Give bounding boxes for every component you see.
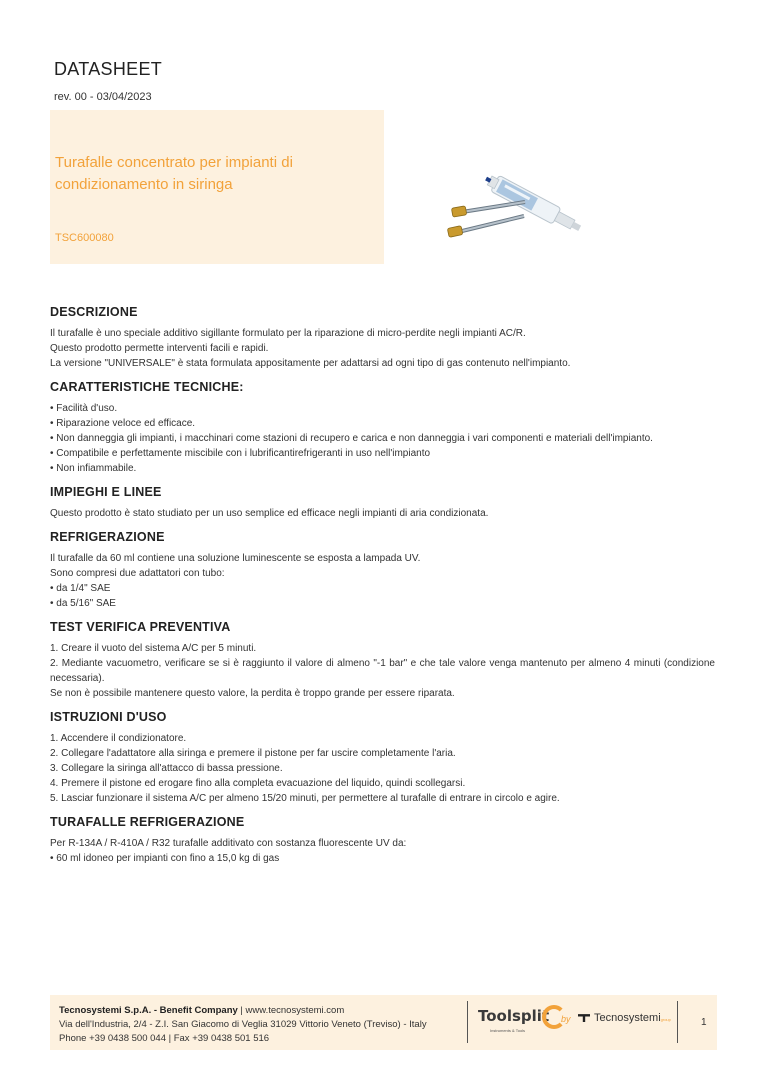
footer-website[interactable]: | www.tecnosystemi.com [237, 1005, 345, 1016]
bullet-item: • Compatibile e perfettamente miscibile con i lubrificantirefrigeranti in uso nell'impianto [50, 448, 431, 459]
bullet-item: • Non danneggia gli impianti, i macchinari come stazioni di recupero e carica e non danneggia i vari componenti e materiali dell'impianto. [50, 433, 653, 444]
datasheet-content [50, 305, 715, 875]
section-line: La versione "UNIVERSALE" è stata formulata appositamente per adattarsi ad ogni tipo di gas contenuto nell'impianto. [50, 358, 571, 369]
bullet-item: • 60 ml idoneo per impianti con fino a 15,0 kg di gas [50, 853, 280, 864]
step-item: 1. Accendere il condizionatore. [50, 733, 187, 744]
footer-divider [467, 1001, 468, 1043]
bullet-item: • da 5/16" SAE [50, 598, 116, 609]
bullet-item: • Riparazione veloce ed efficace. [50, 418, 196, 429]
step-item: 1. Creare il vuoto del sistema A/C per 5 minuti. [50, 643, 257, 654]
step-item: 4. Premere il pistone ed erogare fino alla completa evacuazione del liquido, quindi scollegarsi. [50, 778, 466, 789]
toolsplit-logo-text: Toolsplit [478, 1007, 550, 1025]
section-test-verifica [50, 620, 715, 701]
footer-company-info [59, 1004, 427, 1046]
section-title: TURAFALLE REFRIGERAZIONE [50, 815, 245, 829]
footer-company-name: Tecnosystemi S.p.A. - Benefit Company [59, 1005, 238, 1016]
section-line: Questo prodotto permette interventi facili e rapidi. [50, 343, 269, 354]
section-line: Se non è possibile mantenere questo valore, la perdita è troppo grande per essere riparata. [50, 688, 455, 699]
footer-divider [677, 1001, 678, 1043]
section-line: Per R-134A / R-410A / R32 turafalle additivato con sostanza fluorescente UV da: [50, 838, 407, 849]
section-caratteristiche [50, 380, 715, 476]
revision-date: rev. 00 - 03/04/2023 [54, 91, 152, 103]
step-item: 2. Mediante vacuometro, verificare se si è raggiunto il valore di almeno "-1 bar" e che tale valore venga mantenuto per almeno 4 minuti (condizione necessaria). [50, 658, 715, 684]
bullet-item: • Non infiammabile. [50, 463, 137, 474]
bullet-item: • Facilità d'uso. [50, 403, 118, 414]
section-title: IMPIEGHI E LINEE [50, 485, 162, 499]
section-turafalle-refrigerazione [50, 815, 715, 866]
step-item: 5. Lasciar funzionare il sistema A/C per almeno 15/20 minuti, per permettere al turafalle di entrare in circolo e agire. [50, 793, 560, 804]
section-impieghi [50, 485, 715, 521]
section-title: CARATTERISTICHE TECNICHE: [50, 380, 244, 394]
step-item: 3. Collegare la siringa all'attacco di bassa pressione. [50, 763, 283, 774]
section-line: Sono compresi due adattatori con tubo: [50, 568, 225, 579]
tecnosystemi-logo [578, 1012, 671, 1024]
step-item: 2. Collegare l'adattatore alla siringa e premere il pistone per far uscire completamente l'aria. [50, 748, 456, 759]
section-line: Il turafalle da 60 ml contiene una soluzione luminescente se esposta a lampada UV. [50, 553, 421, 564]
tecnosystemi-mark-icon [578, 1014, 590, 1022]
document-title: DATASHEET [54, 59, 163, 79]
tecnosystemi-logo-text: Tecnosystemi [594, 1012, 661, 1024]
logo-by-text: by [561, 1014, 571, 1024]
syringe-product-image [440, 150, 600, 250]
section-refrigerazione [50, 530, 715, 611]
section-descrizione [50, 305, 715, 371]
product-name-line-2: condizionamento in siringa [55, 176, 233, 193]
bullet-item: • da 1/4" SAE [50, 583, 111, 594]
section-line: Questo prodotto è stato studiato per un uso semplice ed efficace negli impianti di aria condizionata. [50, 508, 489, 519]
footer-contacts: Phone +39 0438 500 044 | Fax +39 0438 501 516 [59, 1033, 270, 1044]
toolsplit-logo-subtitle: Instruments & Tools [490, 1028, 526, 1033]
page-number: 1 [701, 1017, 707, 1028]
page-footer [50, 995, 717, 1050]
section-title: REFRIGERAZIONE [50, 530, 165, 544]
product-code: TSC600080 [55, 232, 114, 244]
section-title: ISTRUZIONI D'USO [50, 710, 167, 724]
product-name-line-1: Turafalle concentrato per impianti di [55, 154, 293, 171]
product-name [55, 152, 355, 196]
section-title: DESCRIZIONE [50, 305, 138, 319]
footer-address: Via dell'Industria, 2/4 - Z.I. San Giacomo di Veglia 31029 Vittorio Veneto (Treviso) - Italy [59, 1019, 427, 1030]
product-header-box [50, 110, 384, 264]
tecnosystemi-logo-group: group [660, 1017, 671, 1022]
toolsplit-logo [478, 1007, 549, 1035]
section-istruzioni [50, 710, 715, 806]
section-line: Il turafalle è uno speciale additivo sigillante formulato per la riparazione di micro-perdite negli impianti AC/R. [50, 328, 526, 339]
section-title: TEST VERIFICA PREVENTIVA [50, 620, 231, 634]
